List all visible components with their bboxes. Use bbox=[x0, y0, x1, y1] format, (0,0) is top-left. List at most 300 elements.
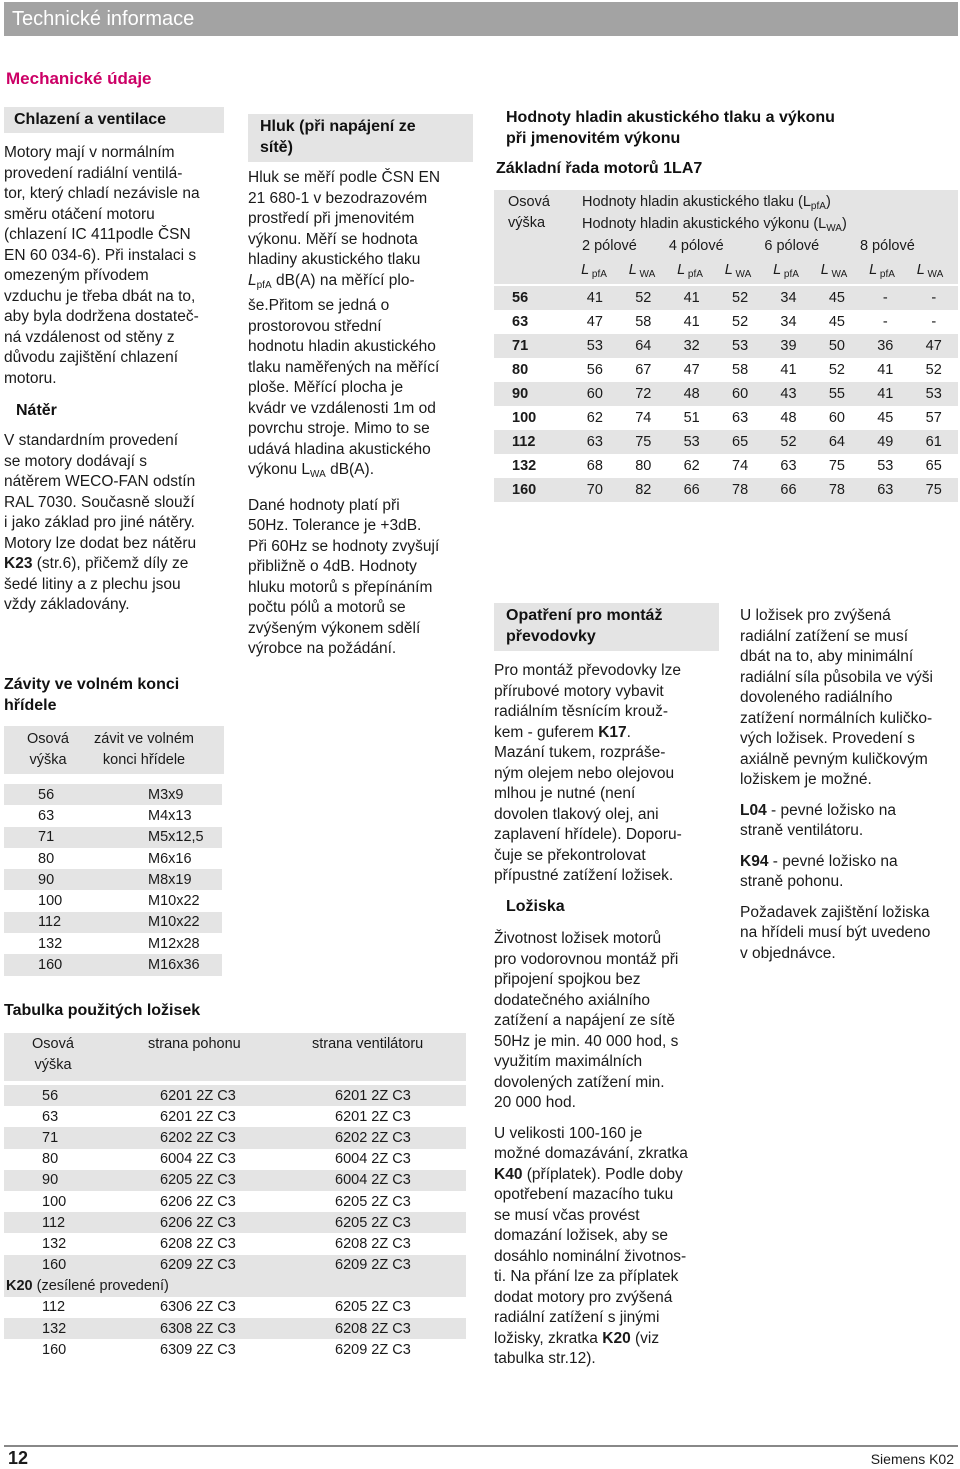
gearbox-text bbox=[494, 661, 719, 887]
level-value-cell: 41 bbox=[586, 290, 603, 306]
level-symbol bbox=[810, 260, 858, 285]
col-fan-side: strana ventilátoru bbox=[312, 1036, 424, 1052]
level-value-cell: 61 bbox=[925, 434, 942, 450]
subscript: pfA bbox=[685, 269, 703, 280]
text-line: radiální zatížení se musí bbox=[740, 627, 908, 645]
text-line: kvádr ve vzdálenosti 1m od bbox=[248, 399, 436, 417]
axis-height-cell: 63 bbox=[38, 807, 55, 824]
table-row bbox=[494, 454, 958, 478]
pole-label: 8 pólové bbox=[859, 238, 915, 254]
level-value-cell: 50 bbox=[828, 338, 845, 354]
text-line: tabulka str.12). bbox=[494, 1350, 596, 1367]
level-value-cell: 57 bbox=[925, 410, 942, 426]
text-span: ) bbox=[841, 216, 847, 232]
text-line: zatížení normálních kuličko- bbox=[740, 709, 933, 727]
header-text: Osová bbox=[508, 194, 550, 210]
text-line bbox=[248, 460, 473, 486]
text-line: Motory mají v normálním bbox=[4, 144, 175, 161]
level-value-cell: - bbox=[882, 290, 888, 306]
noise-text bbox=[248, 168, 473, 660]
level-symbol bbox=[618, 260, 666, 285]
text-line: dovoleného radiálního bbox=[740, 689, 893, 706]
text-line: ploše. Měřící plocha je bbox=[248, 379, 404, 396]
symbol-l: L bbox=[869, 262, 878, 278]
level-value-cell: 41 bbox=[780, 362, 797, 378]
symbol-l: L bbox=[628, 262, 637, 278]
table-row bbox=[4, 933, 222, 954]
option-code-k23: K23 bbox=[4, 555, 33, 572]
text-span: ložisky, zkratka bbox=[494, 1329, 603, 1347]
level-value-cell: 41 bbox=[683, 314, 700, 330]
pole-label: 4 pólové bbox=[668, 238, 724, 254]
axis-height-cell: 63 bbox=[512, 314, 529, 330]
table-row bbox=[4, 805, 222, 826]
col-axis-height bbox=[28, 1034, 78, 1076]
text-line: hluku motorů s přepínáním bbox=[248, 578, 433, 596]
gearbox-section bbox=[494, 603, 719, 887]
thread-cell: M12x28 bbox=[148, 935, 200, 952]
level-value-cell: 60 bbox=[586, 386, 603, 402]
text-line: 50Hz. Tolerance je +3dB. bbox=[248, 517, 422, 534]
drive-side-cell: 6201 2Z C3 bbox=[160, 1087, 236, 1104]
text-line: V standardním provedení bbox=[4, 432, 179, 449]
axis-height-cell: 80 bbox=[512, 362, 529, 378]
text-line: dovolených zatížení min. bbox=[494, 1073, 665, 1091]
noise-table-section bbox=[494, 107, 958, 502]
text-span: dB(A). bbox=[325, 461, 375, 478]
header-text: výška bbox=[508, 215, 546, 231]
level-value-cell: 53 bbox=[683, 434, 700, 450]
text-span: (viz bbox=[630, 1329, 660, 1347]
bearings-text bbox=[494, 929, 719, 1370]
symbol-l: L bbox=[677, 262, 686, 278]
k20-label-cell bbox=[4, 1276, 466, 1297]
level-value-cell: 58 bbox=[635, 314, 652, 330]
level-value-cell: 56 bbox=[586, 362, 603, 378]
text-span: . bbox=[626, 723, 631, 741]
axis-height-cell: 160 bbox=[512, 482, 537, 498]
text-line: 50Hz je min. 40 000 hod, s bbox=[494, 1032, 679, 1050]
text-span: - pevné ložisko na bbox=[766, 801, 896, 819]
level-value-cell: 52 bbox=[925, 362, 942, 378]
subscript: pfA bbox=[781, 269, 799, 280]
axis-height-cell: 132 bbox=[42, 1320, 67, 1337]
footer-rule bbox=[4, 1445, 958, 1447]
fan-side-cell: 6205 2Z C3 bbox=[335, 1193, 411, 1210]
axis-height-cell: 80 bbox=[42, 1151, 59, 1168]
fan-side-cell: 6209 2Z C3 bbox=[335, 1341, 411, 1358]
text-line bbox=[494, 723, 719, 744]
text-line: Hluk se měří podle ČSN EN bbox=[248, 169, 441, 186]
text-line: mlhou je nutné (není bbox=[494, 785, 636, 802]
brand-label: Siemens K02 bbox=[870, 1451, 954, 1467]
level-value-cell: 75 bbox=[828, 458, 845, 474]
text-line: zvýšeným výkonem sdělí bbox=[248, 619, 421, 637]
level-value-cell: 72 bbox=[635, 386, 652, 402]
text-line: aby byla dodržena dostateč- bbox=[4, 308, 199, 325]
axis-height-cell: 132 bbox=[42, 1235, 67, 1252]
text-line: Požadavek zajištění ložiska bbox=[740, 903, 930, 921]
text-line: 21 680-1 v bezodrazovém bbox=[248, 189, 428, 207]
text-line: U velikosti 100-160 je bbox=[494, 1124, 643, 1142]
subscript: WA bbox=[636, 269, 656, 280]
level-value-cell: 67 bbox=[635, 362, 652, 378]
level-value-cell: 64 bbox=[635, 338, 652, 354]
text-line: pro vodorovnou montáž při bbox=[494, 950, 679, 968]
table-row bbox=[494, 382, 958, 406]
level-value-cell: 65 bbox=[732, 434, 749, 450]
subscript: pfA bbox=[589, 269, 607, 280]
level-value-cell: 66 bbox=[683, 482, 700, 498]
level-value-cell: - bbox=[931, 314, 937, 330]
level-value-cell: 80 bbox=[635, 458, 652, 474]
text-line: počtu pólů a motorů se bbox=[248, 599, 406, 616]
text-line: vých ložisek. Provedení s bbox=[740, 730, 915, 747]
text-line: dovolen tlakový olej, ani bbox=[494, 805, 659, 823]
header-poles bbox=[582, 236, 938, 257]
thread-cell: M5x12,5 bbox=[148, 829, 204, 846]
level-value-cell: 53 bbox=[877, 458, 894, 474]
level-value-cell: 63 bbox=[586, 434, 603, 450]
spacer bbox=[494, 1114, 719, 1124]
text-line: tor, který chladí nezávisle na bbox=[4, 185, 200, 202]
table-row bbox=[4, 848, 222, 869]
fan-side-cell: 6205 2Z C3 bbox=[335, 1299, 411, 1316]
text-line: Životnost ložisek motorů bbox=[494, 930, 662, 947]
fan-side-cell: 6201 2Z C3 bbox=[335, 1108, 411, 1125]
fan-side-cell: 6004 2Z C3 bbox=[335, 1151, 411, 1168]
text-line: domazání ložisek, aby se bbox=[494, 1227, 669, 1244]
text-line: vzduchu je třeba dbát na to, bbox=[4, 287, 196, 305]
level-value-cell: 63 bbox=[877, 482, 894, 498]
k20-label-row bbox=[4, 1276, 466, 1297]
level-value-cell: 60 bbox=[828, 410, 845, 426]
level-value-cell: 48 bbox=[780, 410, 797, 426]
noise-section bbox=[248, 114, 473, 660]
symbol-l: L bbox=[724, 262, 733, 278]
text-line bbox=[494, 1329, 719, 1350]
cooling-text bbox=[4, 143, 224, 389]
level-symbol bbox=[570, 260, 618, 285]
noise-heading bbox=[248, 114, 473, 162]
drive-side-cell: 6309 2Z C3 bbox=[160, 1341, 236, 1358]
subscript: WA bbox=[310, 469, 326, 480]
header-text: výška bbox=[34, 1057, 72, 1073]
cooling-heading: Chlazení a ventilace bbox=[4, 107, 224, 133]
text-line: přibližně o 4dB. Hodnoty bbox=[248, 558, 417, 575]
text-line: hodnotu hladin akustického bbox=[248, 338, 436, 355]
fan-side-cell: 6205 2Z C3 bbox=[335, 1214, 411, 1231]
table-row bbox=[494, 358, 958, 382]
col-axis-height bbox=[24, 729, 72, 771]
text-line bbox=[494, 1165, 719, 1186]
axis-height-cell: 90 bbox=[38, 871, 55, 888]
axis-height-cell: 56 bbox=[42, 1087, 59, 1104]
option-code-k20: K20 bbox=[602, 1329, 631, 1347]
level-value-cell: 66 bbox=[780, 482, 797, 498]
drive-side-cell: 6004 2Z C3 bbox=[160, 1151, 236, 1168]
level-value-cell: 78 bbox=[828, 482, 845, 498]
level-value-cell: 41 bbox=[877, 362, 894, 378]
level-value-cell: 45 bbox=[877, 410, 894, 426]
text-line: dbát na to, aby minimální bbox=[740, 648, 914, 665]
level-value-cell: 63 bbox=[780, 458, 797, 474]
heading-line: Opatření pro montáž bbox=[506, 607, 663, 624]
text-line: zaplavení hřídele). Doporu- bbox=[494, 826, 682, 843]
level-value-cell: 43 bbox=[780, 386, 797, 402]
heading-line: sítě) bbox=[260, 139, 293, 156]
text-line: využitím maximálních bbox=[494, 1053, 643, 1070]
axis-height-cell: 56 bbox=[38, 786, 55, 803]
fan-side-cell: 6004 2Z C3 bbox=[335, 1172, 411, 1189]
heading-line: při jmenovitém výkonu bbox=[506, 130, 681, 147]
level-value-cell: 41 bbox=[877, 386, 894, 402]
option-code-k20: K20 bbox=[6, 1278, 33, 1295]
text-span: dB(A) na měřící plo- bbox=[271, 271, 415, 289]
axis-height-cell: 160 bbox=[42, 1257, 67, 1274]
col-drive-side: strana pohonu bbox=[148, 1036, 241, 1052]
level-value-cell: 74 bbox=[732, 458, 749, 474]
level-value-cell: 53 bbox=[732, 338, 749, 354]
heading-line: Hodnoty hladin akustického tlaku a výkonu bbox=[506, 109, 835, 126]
drive-side-cell: 6201 2Z C3 bbox=[160, 1108, 236, 1125]
table-row bbox=[494, 430, 958, 454]
text-line: výkonu. Měří se hodnota bbox=[248, 230, 418, 248]
text-line: dosáhlo nominální životnos- bbox=[494, 1247, 687, 1265]
table-row bbox=[4, 1233, 466, 1254]
fan-side-cell: 6209 2Z C3 bbox=[335, 1257, 411, 1274]
table-row bbox=[4, 1318, 466, 1339]
text-line: ná vzdálenost od stěny z bbox=[4, 328, 175, 346]
text-line: udává hladina akustického bbox=[248, 440, 431, 458]
text-line: tlaku naměřených na měřící bbox=[248, 358, 440, 376]
heading-line: Závity ve volném konci bbox=[4, 676, 180, 693]
noise-table-subheading: Základní řada motorů 1LA7 bbox=[496, 160, 703, 177]
text-line: povrchu stroje. Mimo to se bbox=[248, 420, 430, 437]
text-line: dodatečného axiálního bbox=[494, 991, 650, 1009]
text-line: směru otáčení motoru bbox=[4, 205, 155, 223]
level-value-cell: 68 bbox=[586, 458, 603, 474]
text-line: provedení radiální ventilá- bbox=[4, 164, 183, 182]
level-value-cell: 39 bbox=[780, 338, 797, 354]
table-row bbox=[4, 869, 222, 890]
level-symbol bbox=[762, 260, 810, 285]
axis-height-cell: 71 bbox=[512, 338, 529, 354]
page-header bbox=[4, 2, 958, 36]
level-value-cell: 75 bbox=[635, 434, 652, 450]
level-symbol bbox=[906, 260, 954, 285]
level-value-cell: 62 bbox=[586, 410, 603, 426]
col-axis-height bbox=[508, 192, 550, 234]
text-line: přírubové motory vybavit bbox=[494, 682, 664, 700]
level-value-cell: 64 bbox=[828, 434, 845, 450]
thread-cell: M16x36 bbox=[148, 957, 200, 974]
level-value-cell: 41 bbox=[683, 290, 700, 306]
table-row bbox=[4, 827, 222, 848]
axis-height-cell: 100 bbox=[512, 410, 537, 426]
spacer bbox=[740, 893, 960, 903]
paint-heading: Nátěr bbox=[16, 402, 57, 419]
text-line: 20 000 hod. bbox=[494, 1094, 576, 1111]
subscript: pfA bbox=[877, 269, 895, 280]
text-line: hladiny akustického tlaku bbox=[248, 251, 421, 268]
text-line: se musí včas provést bbox=[494, 1206, 640, 1224]
bearings-text-section bbox=[494, 896, 719, 1370]
level-value-cell: 47 bbox=[925, 338, 942, 354]
text-line bbox=[248, 271, 473, 297]
axis-height-cell: 112 bbox=[42, 1214, 66, 1231]
level-value-cell: - bbox=[931, 290, 937, 306]
symbol-l: L bbox=[773, 262, 782, 278]
text-line: na hřídeli musí být uvedeno bbox=[740, 924, 931, 941]
text-line: ti. Na přání lze za příplatek bbox=[494, 1268, 679, 1285]
table-row bbox=[4, 954, 222, 975]
col-thread bbox=[89, 729, 199, 771]
table-row bbox=[4, 1297, 466, 1318]
text-line: opotřebení mazacího tuku bbox=[494, 1186, 674, 1203]
text-span: Hodnoty hladin akustického výkonu (L bbox=[582, 216, 827, 232]
text-line: prostředí při jmenovitém bbox=[248, 210, 415, 227]
spacer bbox=[248, 486, 473, 496]
subscript: pfA bbox=[256, 279, 272, 291]
text-line: (chlazení IC 411podle ČSN bbox=[4, 226, 191, 243]
text-span: výkonu L bbox=[248, 461, 311, 478]
level-value-cell: 52 bbox=[780, 434, 797, 450]
axis-height-cell: 63 bbox=[42, 1108, 59, 1125]
drive-side-cell: 6206 2Z C3 bbox=[160, 1193, 236, 1210]
heading-line: hřídele bbox=[4, 697, 57, 714]
level-value-cell: 53 bbox=[586, 338, 603, 354]
level-value-cell: 52 bbox=[828, 362, 845, 378]
subscript: pfA bbox=[810, 201, 826, 212]
header-title: Technické informace bbox=[12, 8, 195, 30]
drive-side-cell: 6306 2Z C3 bbox=[160, 1299, 236, 1316]
level-value-cell: 45 bbox=[828, 314, 845, 330]
level-value-cell: 52 bbox=[732, 314, 749, 330]
pole-label: 2 pólové bbox=[582, 238, 637, 254]
thread-cell: M4x13 bbox=[148, 807, 192, 824]
text-line: připojení spojkou bez bbox=[494, 971, 641, 988]
thread-cell: M10x22 bbox=[148, 893, 200, 910]
axis-height-cell: 160 bbox=[42, 1341, 67, 1358]
drive-side-cell: 6202 2Z C3 bbox=[160, 1129, 236, 1146]
option-code-k17: K17 bbox=[598, 723, 627, 741]
text-line: nátěrem WECO-FAN odstín bbox=[4, 473, 196, 490]
subscript: WA bbox=[828, 269, 848, 280]
table-row bbox=[494, 334, 958, 358]
text-line: Motory lze dodat bez nátěru bbox=[4, 534, 197, 552]
spacer bbox=[740, 791, 960, 801]
table-row bbox=[4, 1212, 466, 1233]
noise-table-header bbox=[494, 190, 958, 284]
table-row bbox=[4, 1191, 466, 1212]
header-text: výška bbox=[29, 752, 67, 768]
symbol-l: L bbox=[820, 262, 829, 278]
option-code-k94: K94 bbox=[740, 852, 769, 870]
level-value-cell: 32 bbox=[683, 338, 700, 354]
text-line: EN 60 034-6). Při instalaci s bbox=[4, 246, 197, 264]
level-value-cell: 60 bbox=[732, 386, 749, 402]
level-value-cell: 75 bbox=[925, 482, 942, 498]
axis-height-cell: 112 bbox=[512, 434, 536, 450]
text-line: axiálně pevným kuličkovým bbox=[740, 750, 928, 768]
thread-cell: M6x16 bbox=[148, 850, 192, 867]
level-value-cell: 63 bbox=[732, 410, 749, 426]
axis-height-cell: 80 bbox=[38, 850, 55, 867]
text-line: ným olejem nebo olejovou bbox=[494, 764, 675, 782]
bearings-table-header bbox=[4, 1033, 466, 1081]
text-line: Při 60Hz se hodnoty zvyšují bbox=[248, 537, 440, 555]
text-line: čuje se překontrolovat bbox=[494, 846, 646, 864]
text-line: straně pohonu. bbox=[740, 873, 844, 890]
noise-table bbox=[494, 286, 958, 502]
text-line: výrobce na požádání. bbox=[248, 640, 397, 657]
axis-height-cell: 56 bbox=[512, 290, 529, 306]
text-line: ložiskem je možné. bbox=[740, 771, 872, 788]
page-number: 12 bbox=[8, 1448, 29, 1468]
text-line bbox=[740, 801, 960, 822]
axis-height-cell: 112 bbox=[38, 914, 62, 931]
bearings-table bbox=[4, 1085, 466, 1360]
text-line: Dané hodnoty platí při bbox=[248, 496, 400, 514]
text-line: radiální zatížení s jinými bbox=[494, 1309, 660, 1326]
level-symbol bbox=[858, 260, 906, 285]
axis-height-cell: 90 bbox=[512, 386, 529, 402]
pole-label: 6 pólové bbox=[764, 238, 820, 254]
spacer bbox=[740, 842, 960, 852]
level-value-cell: 62 bbox=[683, 458, 700, 474]
table-row bbox=[4, 1085, 466, 1106]
text-line: še.Přitom se jedná o bbox=[248, 297, 390, 314]
drive-side-cell: 6308 2Z C3 bbox=[160, 1320, 236, 1337]
text-line: Pro montáž převodovky lze bbox=[494, 662, 681, 679]
table-row bbox=[4, 1127, 466, 1148]
level-value-cell: 47 bbox=[586, 314, 603, 330]
level-value-cell: 70 bbox=[586, 482, 603, 498]
drive-side-cell: 6208 2Z C3 bbox=[160, 1235, 236, 1252]
axis-height-cell: 100 bbox=[42, 1193, 67, 1210]
text-span: kem - guferem bbox=[494, 723, 599, 741]
text-line: radiálním těsnícím krouž- bbox=[494, 703, 668, 720]
axis-height-cell: 71 bbox=[42, 1129, 59, 1146]
k20-label-text: (zesílené provedení) bbox=[32, 1278, 169, 1295]
text-line: Mazání tukem, rozpráše- bbox=[494, 744, 666, 761]
level-symbol bbox=[666, 260, 714, 285]
table-row bbox=[494, 406, 958, 430]
threads-table-header bbox=[4, 726, 224, 774]
text-line: dodat motory pro zvýšená bbox=[494, 1288, 673, 1306]
text-line: RAL 7030. Současně slouží bbox=[4, 493, 195, 511]
level-value-cell: 74 bbox=[635, 410, 652, 426]
level-value-cell: 78 bbox=[732, 482, 749, 498]
threads-section bbox=[4, 674, 224, 976]
paint-text bbox=[4, 431, 229, 616]
table-row bbox=[4, 1106, 466, 1127]
text-line: prostorovou střední bbox=[248, 317, 382, 335]
drive-side-cell: 6209 2Z C3 bbox=[160, 1257, 236, 1274]
header-text: konci hřídele bbox=[102, 752, 186, 768]
option-code-k40: K40 bbox=[494, 1165, 523, 1183]
table-row bbox=[4, 1170, 466, 1191]
level-value-cell: 52 bbox=[635, 290, 652, 306]
table-row bbox=[4, 1255, 466, 1276]
thread-cell: M10x22 bbox=[148, 914, 200, 931]
level-value-cell: 34 bbox=[780, 290, 797, 306]
section-title: Mechanické údaje bbox=[6, 69, 152, 88]
table-row bbox=[494, 310, 958, 334]
text-line bbox=[740, 852, 960, 873]
paint-section bbox=[4, 400, 229, 616]
